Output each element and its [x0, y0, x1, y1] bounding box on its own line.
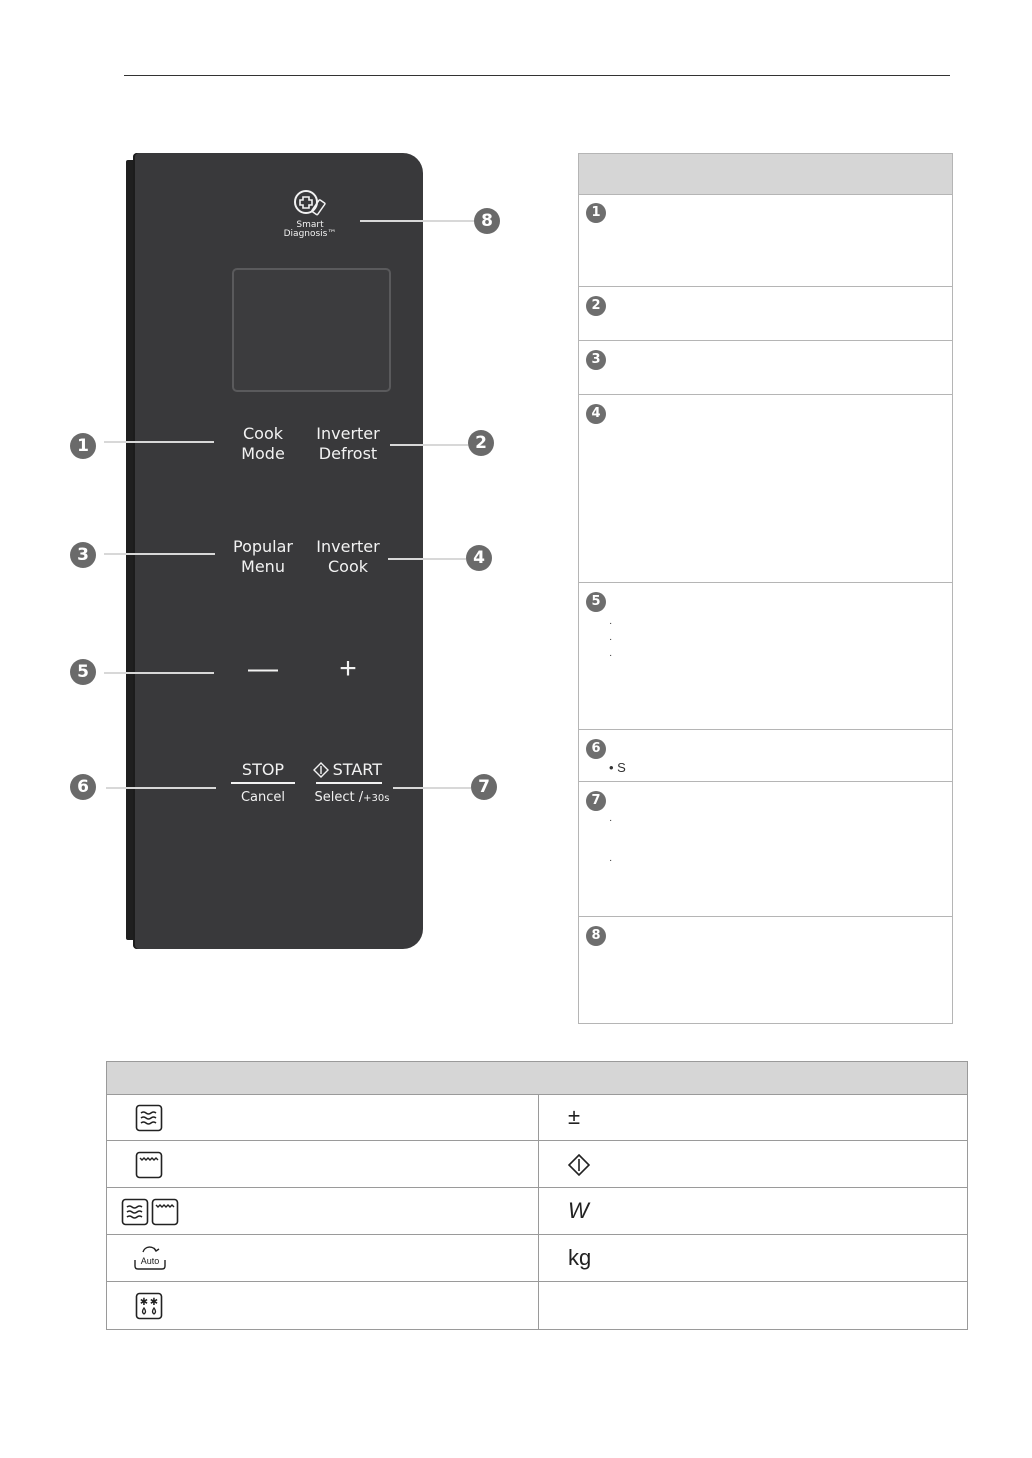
symbol-row-1 — [107, 1094, 967, 1141]
desc-row-8 — [579, 917, 952, 1024]
row-number: 7 — [586, 791, 606, 811]
description-table-header — [579, 154, 952, 195]
symbol-row-2 — [107, 1141, 967, 1188]
callout-4: 4 — [466, 545, 492, 571]
smart-diagnosis-icon[interactable] — [293, 189, 333, 224]
row-number: 6 — [586, 739, 606, 759]
bullet: · — [609, 815, 613, 826]
leader-3 — [104, 553, 215, 555]
leader-5 — [104, 672, 214, 674]
leader-7 — [393, 787, 471, 789]
combi-icon — [121, 1198, 179, 1231]
desc-row-1 — [579, 194, 952, 287]
callout-8: 8 — [474, 208, 500, 234]
leader-4 — [388, 558, 466, 560]
desc-row-6 — [579, 730, 952, 782]
desc-row-2 — [579, 287, 952, 341]
start-underline — [316, 782, 382, 784]
smart-diagnosis-label: Smart Diagnosis™ — [283, 220, 337, 239]
bullet: · — [609, 618, 613, 629]
symbol-table — [106, 1061, 968, 1330]
watt-unit: W — [568, 1198, 589, 1223]
row-6-text: • S — [609, 760, 626, 775]
inverter-defrost-button[interactable]: Inverter Defrost — [316, 424, 380, 463]
svg-text:✱: ✱ — [139, 1297, 149, 1308]
row-number: 5 — [586, 592, 606, 612]
callout-5: 5 — [70, 659, 96, 685]
callout-2: 2 — [468, 430, 494, 456]
symbol-table-header — [107, 1062, 967, 1095]
row-number: 8 — [586, 926, 606, 946]
leader-1 — [104, 441, 214, 443]
microwave-icon — [135, 1104, 163, 1137]
svg-text:Auto: Auto — [140, 1256, 160, 1266]
leader-8 — [360, 220, 474, 222]
stop-underline — [231, 782, 295, 784]
row-number: 3 — [586, 350, 606, 370]
symbol-row-4 — [107, 1235, 967, 1282]
auto-cook-icon — [133, 1243, 167, 1278]
cancel-label: Cancel — [240, 790, 286, 805]
callout-6: 6 — [70, 774, 96, 800]
desc-row-4 — [579, 395, 952, 583]
symbol-row-5 — [107, 1282, 967, 1329]
plus-button[interactable]: + — [339, 652, 357, 685]
desc-row-7 — [579, 782, 952, 917]
leader-2 — [390, 444, 468, 446]
plus-minus-icon: ± — [568, 1104, 581, 1129]
grill-icon — [135, 1151, 163, 1184]
symbol-row-3 — [107, 1188, 967, 1235]
top-rule — [124, 75, 950, 76]
stop-button[interactable]: STOP — [241, 760, 285, 779]
cook-mode-button[interactable]: Cook Mode — [241, 424, 285, 463]
row-number: 4 — [586, 404, 606, 424]
start-button[interactable]: START — [332, 760, 382, 779]
select-label: Select /+30s — [314, 790, 390, 805]
callout-1: 1 — [70, 433, 96, 459]
row-number: 2 — [586, 296, 606, 316]
callout-3: 3 — [70, 542, 96, 568]
bullet: · — [609, 634, 613, 645]
description-table — [578, 153, 953, 1024]
kg-unit: kg — [568, 1245, 592, 1270]
leader-6 — [106, 787, 216, 789]
desc-row-3 — [579, 341, 952, 395]
bullet: · — [609, 855, 613, 866]
start-symbol-icon — [568, 1154, 590, 1181]
callout-7: 7 — [471, 774, 497, 800]
row-number: 1 — [586, 203, 606, 223]
popular-menu-button[interactable]: Popular Menu — [233, 537, 293, 576]
desc-row-5 — [579, 583, 952, 730]
minus-button[interactable]: — — [248, 652, 278, 685]
bullet: · — [609, 650, 613, 661]
inverter-cook-button[interactable]: Inverter Cook — [316, 537, 380, 576]
defrost-icon — [135, 1292, 163, 1325]
svg-text:✱: ✱ — [149, 1297, 159, 1308]
display-window — [232, 268, 391, 392]
